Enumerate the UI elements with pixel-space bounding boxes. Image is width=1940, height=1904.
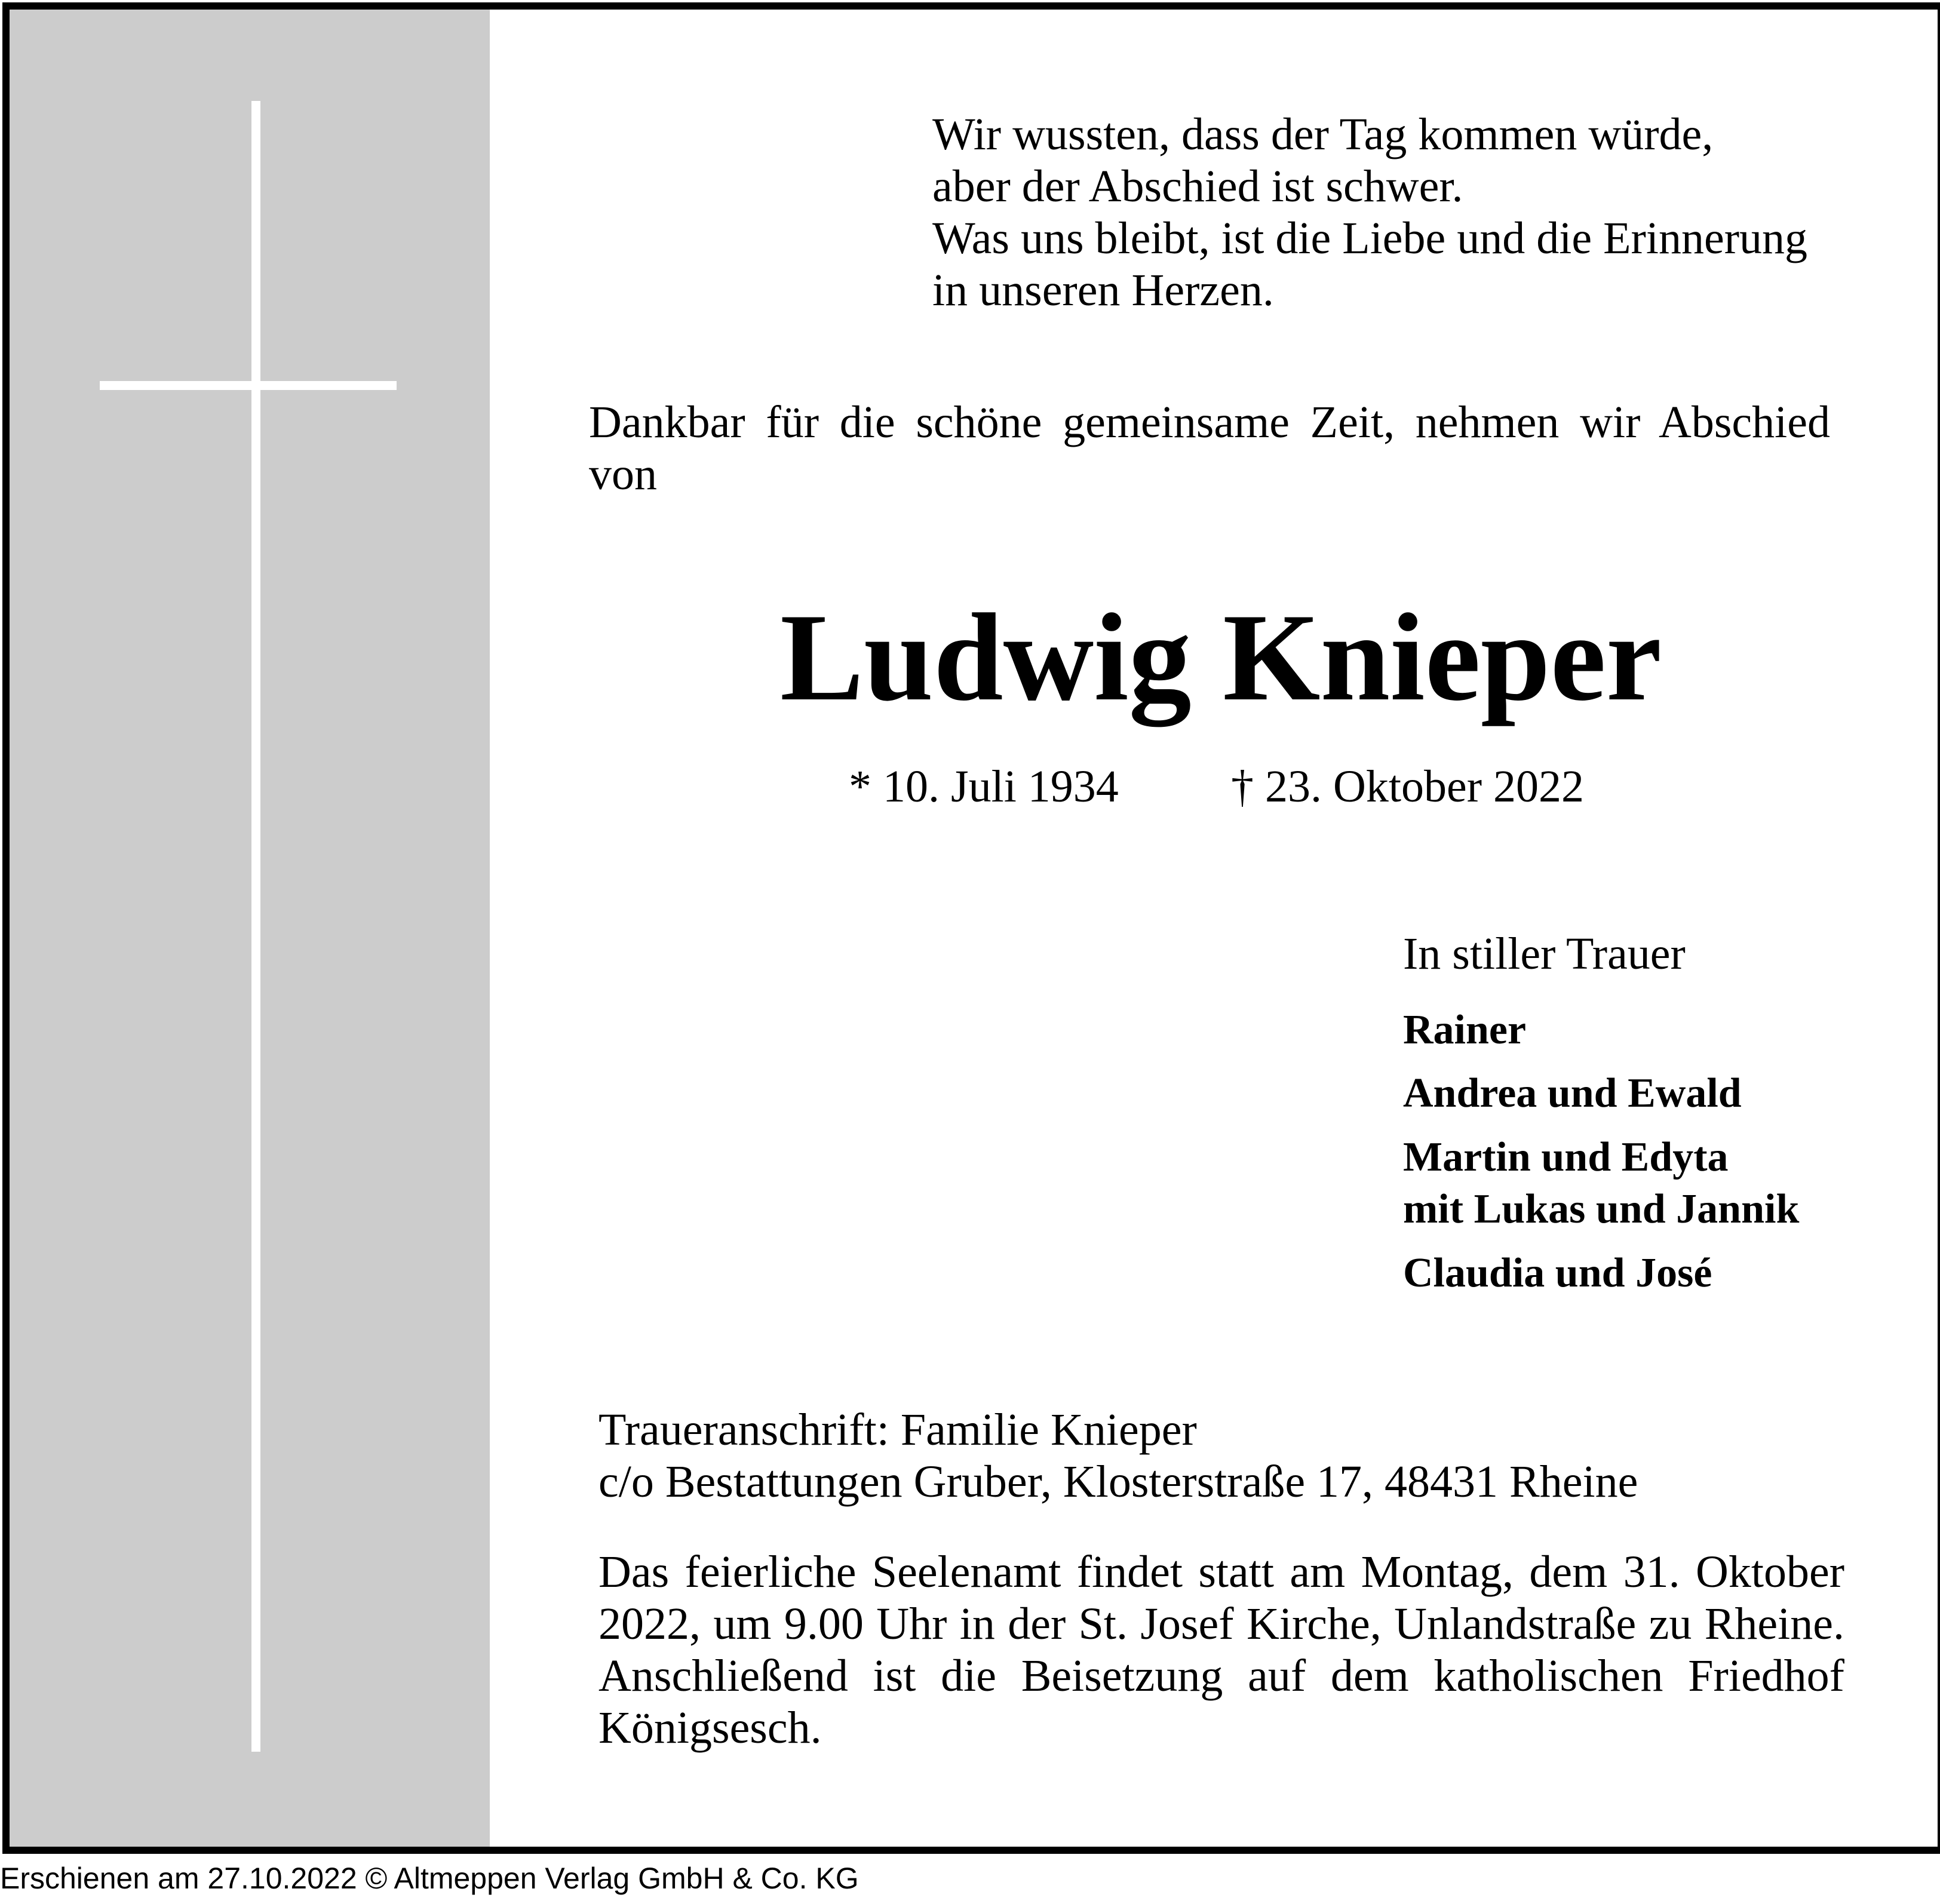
mourner-name: Martin und Edyta bbox=[1403, 1134, 1729, 1180]
address-line: c/o Bestattungen Gruber, Klosterstraße 17, 48431 Rheine bbox=[598, 1457, 1638, 1507]
cross-icon bbox=[251, 101, 260, 1752]
mourning-address bbox=[598, 1404, 1638, 1508]
obituary-notice bbox=[2, 2, 1940, 1854]
service-details: Das feierliche Seelenamt findet statt am Montag, dem 31. Oktober 2022, um 9.00 Uhr in der St. Josef Kirche, Unlandstraße zu Rheine. Anschließend ist die Beisetzung auf dem katholischen Friedhof Königsesch. bbox=[598, 1547, 1844, 1753]
mourning-signoff: In stiller Trauer bbox=[1403, 929, 1686, 979]
side-panel bbox=[10, 10, 490, 1847]
mourner-name: Rainer bbox=[1403, 1007, 1527, 1053]
address-line: Traueranschrift: Familie Knieper bbox=[598, 1405, 1197, 1455]
mourner-name: mit Lukas und Jannik bbox=[1403, 1186, 1800, 1232]
birth-date: * 10. Juli 1934 bbox=[849, 761, 1119, 812]
quote-line: Wir wussten, dass der Tag kommen würde, bbox=[932, 109, 1714, 159]
cross-icon-crossbar bbox=[100, 381, 397, 390]
mourner-name: Andrea und Ewald bbox=[1403, 1070, 1742, 1116]
deceased-name: Ludwig Knieper bbox=[780, 588, 1662, 727]
publication-footer: Erschienen am 27.10.2022 © Altmeppen Verlag GmbH & Co. KG bbox=[0, 1862, 859, 1895]
quote-line: aber der Abschied ist schwer. bbox=[932, 161, 1463, 211]
death-date: † 23. Oktober 2022 bbox=[1231, 761, 1585, 812]
quote-line: in unseren Herzen. bbox=[932, 265, 1274, 315]
mourner-name: Claudia und José bbox=[1403, 1250, 1712, 1296]
intro-text: Dankbar für die schöne gemeinsame Zeit, nehmen wir Abschied von bbox=[589, 397, 1830, 499]
quote-line: Was uns bleibt, ist die Liebe und die Erinnerung bbox=[932, 213, 1808, 263]
memorial-quote bbox=[932, 109, 1807, 317]
